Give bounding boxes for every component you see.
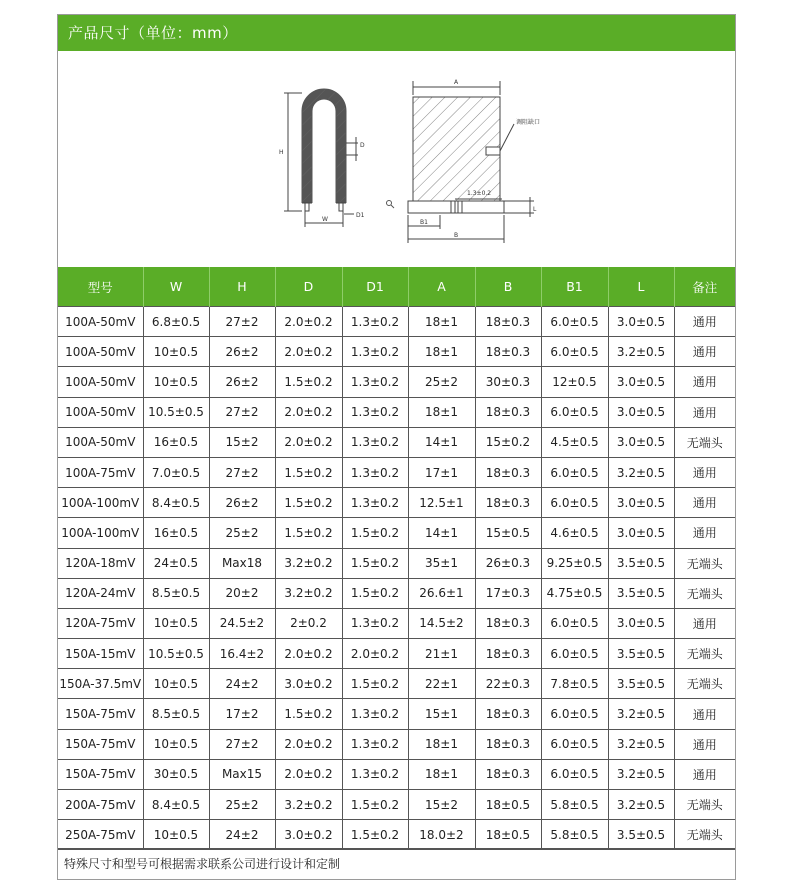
table-cell: 6.0±0.5 (541, 337, 608, 367)
table-cell: 10.5±0.5 (143, 397, 209, 427)
table-cell: 18±0.3 (475, 759, 541, 789)
table-cell: 无端头 (674, 578, 735, 608)
table-cell: 1.3±0.2 (342, 307, 408, 337)
table-cell: 3.2±0.2 (275, 790, 342, 820)
table-cell: 18±0.3 (475, 488, 541, 518)
table-row (58, 367, 735, 397)
table-cell: 35±1 (408, 548, 475, 578)
table-cell: 8.4±0.5 (143, 790, 209, 820)
table-cell: 250A-75mV (58, 820, 143, 850)
table-cell: 26±0.3 (475, 548, 541, 578)
table-cell: 1.3±0.2 (342, 397, 408, 427)
table-cell: 1.3±0.2 (342, 699, 408, 729)
table-cell: 无端头 (674, 790, 735, 820)
table-cell: 10.5±0.5 (143, 639, 209, 669)
table-cell: 18±1 (408, 729, 475, 759)
table-cell: 18.0±2 (408, 820, 475, 850)
table-cell: 150A-75mV (58, 699, 143, 729)
table-cell: 2.0±0.2 (275, 729, 342, 759)
col-header-b: B (475, 267, 541, 307)
dimension-drawing (58, 51, 735, 267)
table-cell: 10±0.5 (143, 608, 209, 638)
table-cell: 3.0±0.5 (608, 307, 674, 337)
table-cell: 4.6±0.5 (541, 518, 608, 548)
table-cell: 无端头 (674, 669, 735, 699)
table-cell: 100A-50mV (58, 337, 143, 367)
table-cell: 2±0.2 (275, 608, 342, 638)
table-cell: 3.0±0.2 (275, 820, 342, 850)
table-cell: 1.5±0.2 (342, 820, 408, 850)
table-row (58, 488, 735, 518)
table-cell: 18±0.3 (475, 307, 541, 337)
table-cell: 2.0±0.2 (275, 759, 342, 789)
label-d: D (360, 142, 365, 149)
table-cell: 17±2 (209, 699, 275, 729)
table-cell: 6.8±0.5 (143, 307, 209, 337)
table-cell: 14±1 (408, 518, 475, 548)
col-header-w: W (143, 267, 209, 307)
table-cell: 1.3±0.2 (342, 488, 408, 518)
table-cell: 6.0±0.5 (541, 307, 608, 337)
table-cell: 24±0.5 (143, 548, 209, 578)
table-cell: 1.5±0.2 (342, 518, 408, 548)
table-cell: 1.5±0.2 (342, 669, 408, 699)
table-cell: 24.5±2 (209, 608, 275, 638)
table-cell: 1.5±0.2 (275, 518, 342, 548)
table-cell: 12.5±1 (408, 488, 475, 518)
label-d1: D1 (356, 212, 365, 219)
table-cell: 3.5±0.5 (608, 820, 674, 850)
table-cell: 10±0.5 (143, 729, 209, 759)
table-cell: 2.0±0.2 (275, 397, 342, 427)
label-h: H (279, 149, 284, 156)
table-cell: 16±0.5 (143, 518, 209, 548)
table-cell: 通用 (674, 759, 735, 789)
table-cell: 18±0.3 (475, 639, 541, 669)
table-cell: 14±1 (408, 427, 475, 457)
table-cell: 1.5±0.2 (275, 488, 342, 518)
footer-note: 特殊尺寸和型号可根据需求联系公司进行设计和定制 (58, 848, 735, 879)
label-l: L (533, 206, 537, 213)
table-cell: 15±2 (408, 790, 475, 820)
product-dimensions-panel (57, 14, 736, 880)
table-cell: 6.0±0.5 (541, 397, 608, 427)
table-cell: 3.0±0.5 (608, 518, 674, 548)
table-cell: 26.6±1 (408, 578, 475, 608)
table-row (58, 337, 735, 367)
u-shunt-side-view (284, 93, 358, 227)
table-row (58, 307, 735, 337)
table-cell: 通用 (674, 337, 735, 367)
table-cell: 15±0.2 (475, 427, 541, 457)
table-cell: 7.8±0.5 (541, 669, 608, 699)
table-cell: 100A-50mV (58, 427, 143, 457)
label-a: A (454, 79, 459, 86)
label-b1: B1 (420, 219, 428, 226)
table-cell: 3.0±0.5 (608, 608, 674, 638)
table-cell: 18±0.5 (475, 790, 541, 820)
table-cell: 21±1 (408, 639, 475, 669)
table-cell: 18±1 (408, 337, 475, 367)
label-w: W (322, 216, 328, 223)
table-cell: 6.0±0.5 (541, 457, 608, 487)
table-cell: 26±2 (209, 488, 275, 518)
table-cell: 1.3±0.2 (342, 759, 408, 789)
table-cell: 3.2±0.5 (608, 729, 674, 759)
col-header-a: A (408, 267, 475, 307)
col-header-remark: 备注 (674, 267, 735, 307)
table-cell: 27±2 (209, 397, 275, 427)
table-cell: 2.0±0.2 (342, 639, 408, 669)
table-header-row (58, 267, 735, 307)
table-cell: 200A-75mV (58, 790, 143, 820)
table-row (58, 699, 735, 729)
table-cell: 18±0.3 (475, 337, 541, 367)
table-cell: 通用 (674, 397, 735, 427)
table-cell: 14.5±2 (408, 608, 475, 638)
table-cell: 18±0.3 (475, 699, 541, 729)
table-cell: 通用 (674, 608, 735, 638)
table-cell: 1.3±0.2 (342, 608, 408, 638)
table-cell: 10±0.5 (143, 367, 209, 397)
table-cell: 3.0±0.5 (608, 488, 674, 518)
table-row (58, 790, 735, 820)
table-cell: 2.0±0.2 (275, 307, 342, 337)
table-cell: 3.2±0.2 (275, 548, 342, 578)
table-cell: 无端头 (674, 820, 735, 850)
table-row (58, 820, 735, 850)
table-cell: 通用 (674, 699, 735, 729)
table-cell: 无端头 (674, 548, 735, 578)
table-row (58, 729, 735, 759)
table-cell: 26±2 (209, 367, 275, 397)
table-cell: 18±1 (408, 759, 475, 789)
table-cell: 22±0.3 (475, 669, 541, 699)
table-cell: 1.3±0.2 (342, 367, 408, 397)
table-cell: 3.2±0.2 (275, 578, 342, 608)
table-cell: 18±1 (408, 307, 475, 337)
table-cell: 100A-100mV (58, 488, 143, 518)
table-cell: 3.2±0.5 (608, 699, 674, 729)
table-cell: 无端头 (674, 639, 735, 669)
table-cell: 26±2 (209, 337, 275, 367)
table-cell: 120A-24mV (58, 578, 143, 608)
table-cell: 3.0±0.5 (608, 397, 674, 427)
table-cell: 通用 (674, 488, 735, 518)
table-cell: 27±2 (209, 729, 275, 759)
table-cell: 5.8±0.5 (541, 790, 608, 820)
table-cell: 6.0±0.5 (541, 488, 608, 518)
table-cell: 1.5±0.2 (342, 548, 408, 578)
table-cell: 无端头 (674, 427, 735, 457)
col-header-d1: D1 (342, 267, 408, 307)
table-cell: 3.2±0.5 (608, 457, 674, 487)
table-row (58, 759, 735, 789)
table-cell: 120A-18mV (58, 548, 143, 578)
table-cell: 12±0.5 (541, 367, 608, 397)
table-cell: 3.5±0.5 (608, 639, 674, 669)
table-cell: 24±2 (209, 820, 275, 850)
col-header-d: D (275, 267, 342, 307)
table-row (58, 518, 735, 548)
table-cell: 10±0.5 (143, 669, 209, 699)
col-header-l: L (608, 267, 674, 307)
table-cell: 8.5±0.5 (143, 699, 209, 729)
table-row (58, 548, 735, 578)
table-cell: 15±2 (209, 427, 275, 457)
table-cell: 3.5±0.5 (608, 578, 674, 608)
table-cell: 16±0.5 (143, 427, 209, 457)
table-cell: 1.3±0.2 (342, 457, 408, 487)
table-cell: 3.0±0.5 (608, 367, 674, 397)
table-cell: Max18 (209, 548, 275, 578)
table-row (58, 669, 735, 699)
table-cell: 通用 (674, 729, 735, 759)
table-cell: 10±0.5 (143, 820, 209, 850)
table-cell: 3.0±0.2 (275, 669, 342, 699)
table-cell: 20±2 (209, 578, 275, 608)
table-cell: 150A-15mV (58, 639, 143, 669)
table-cell: 18±0.3 (475, 457, 541, 487)
table-cell: 120A-75mV (58, 608, 143, 638)
table-cell: 18±1 (408, 397, 475, 427)
table-cell: 1.5±0.2 (275, 699, 342, 729)
table-cell: 通用 (674, 518, 735, 548)
table-cell: 150A-37.5mV (58, 669, 143, 699)
table-cell: 24±2 (209, 669, 275, 699)
table-row (58, 639, 735, 669)
table-cell: 100A-75mV (58, 457, 143, 487)
table-cell: 15±0.5 (475, 518, 541, 548)
table-cell: 6.0±0.5 (541, 759, 608, 789)
table-row (58, 608, 735, 638)
table-cell: 4.75±0.5 (541, 578, 608, 608)
col-header-h: H (209, 267, 275, 307)
table-cell: 25±2 (209, 790, 275, 820)
table-cell: 3.5±0.5 (608, 669, 674, 699)
magnifier-icon (387, 201, 395, 209)
table-cell: 18±0.3 (475, 608, 541, 638)
table-cell: 3.2±0.5 (608, 337, 674, 367)
table-cell: 27±2 (209, 307, 275, 337)
table-cell: 2.0±0.2 (275, 337, 342, 367)
table-cell: 8.4±0.5 (143, 488, 209, 518)
table-cell: Max15 (209, 759, 275, 789)
label-tolerance: 1.3±0.2 (467, 190, 492, 197)
table-cell: 25±2 (209, 518, 275, 548)
table-cell: 22±1 (408, 669, 475, 699)
table-cell: 100A-50mV (58, 397, 143, 427)
table-cell: 1.5±0.2 (342, 790, 408, 820)
table-cell: 100A-50mV (58, 307, 143, 337)
table-cell: 17±1 (408, 457, 475, 487)
table-cell: 18±0.5 (475, 820, 541, 850)
table-row (58, 578, 735, 608)
table-row (58, 457, 735, 487)
table-cell: 18±0.3 (475, 729, 541, 759)
table-cell: 7.0±0.5 (143, 457, 209, 487)
table-cell: 1.5±0.2 (275, 367, 342, 397)
table-cell: 1.5±0.2 (275, 457, 342, 487)
table-cell: 3.0±0.5 (608, 427, 674, 457)
table-cell: 3.2±0.5 (608, 759, 674, 789)
table-cell: 30±0.3 (475, 367, 541, 397)
table-cell: 通用 (674, 307, 735, 337)
table-cell: 1.5±0.2 (342, 578, 408, 608)
table-cell: 18±0.3 (475, 397, 541, 427)
table-cell: 6.0±0.5 (541, 699, 608, 729)
table-cell: 1.3±0.2 (342, 427, 408, 457)
table-cell: 通用 (674, 367, 735, 397)
table-cell: 2.0±0.2 (275, 427, 342, 457)
table-cell: 5.8±0.5 (541, 820, 608, 850)
table-cell: 通用 (674, 457, 735, 487)
table-cell: 150A-75mV (58, 729, 143, 759)
spec-table (58, 267, 735, 850)
table-cell: 3.5±0.5 (608, 548, 674, 578)
table-cell: 150A-75mV (58, 759, 143, 789)
table-cell: 8.5±0.5 (143, 578, 209, 608)
table-cell: 6.0±0.5 (541, 608, 608, 638)
label-port: 调阻缺口 (516, 119, 541, 126)
table-cell: 1.3±0.2 (342, 729, 408, 759)
table-row (58, 427, 735, 457)
label-b: B (454, 232, 459, 239)
table-cell: 16.4±2 (209, 639, 275, 669)
table-cell: 6.0±0.5 (541, 639, 608, 669)
table-cell: 30±0.5 (143, 759, 209, 789)
table-cell: 9.25±0.5 (541, 548, 608, 578)
table-cell: 27±2 (209, 457, 275, 487)
table-cell: 100A-50mV (58, 367, 143, 397)
table-cell: 17±0.3 (475, 578, 541, 608)
table-row (58, 397, 735, 427)
col-header-b1: B1 (541, 267, 608, 307)
table-cell: 15±1 (408, 699, 475, 729)
table-cell: 4.5±0.5 (541, 427, 608, 457)
table-cell: 3.2±0.5 (608, 790, 674, 820)
table-cell: 6.0±0.5 (541, 729, 608, 759)
table-cell: 100A-100mV (58, 518, 143, 548)
section-title: 产品尺寸（单位：mm） (58, 15, 735, 51)
col-header-model: 型号 (58, 267, 143, 307)
table-cell: 1.3±0.2 (342, 337, 408, 367)
table-cell: 25±2 (408, 367, 475, 397)
table-cell: 10±0.5 (143, 337, 209, 367)
table-cell: 2.0±0.2 (275, 639, 342, 669)
